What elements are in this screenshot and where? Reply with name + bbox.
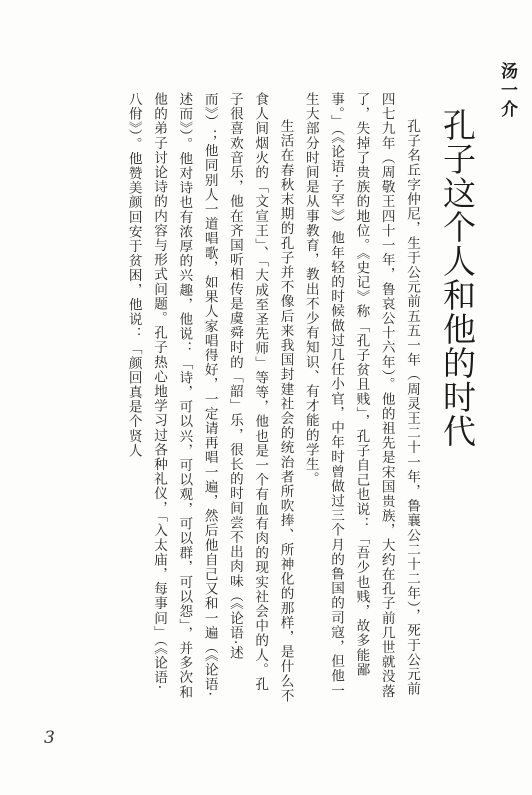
chapter-title: 孔子这个人和他的时代 bbox=[438, 108, 477, 448]
page-number: 3 bbox=[44, 728, 55, 748]
paragraph: 生活在春秋末期的孔子并不像后来我国封建社会的统治者所吹捧、所神化的那样，是什么不食人间烟火的「文宣王」、「大成至圣先师」等等，他也是一个有血有肉的现实社会中的人。孔子很喜欢音乐，他在齐国听相传是虞舜时的「韶」乐，很长的时间尝不出肉味（《论语·述而》）；他同别人一道唱歌，如果人家唱得好，一定请再唱一遍，然后他自己又和一遍（《论语·述而》）。他对诗也有浓厚的兴趣，他说：「诗，可以兴，可以观，可以群，可以怨」，并多次和他的弟子讨论诗的内容与形式问题。孔子热心地学习过各种礼仪，「入太庙，每事问」（《论语·八佾》）。他赞美颜回安于贫困，他说：「颜回真是个贤人 bbox=[125, 92, 294, 704]
author-name: 汤一介 bbox=[497, 62, 517, 119]
body-text bbox=[4, 92, 424, 704]
paragraph: 孔子名丘字仲尼，生于公元前五五一年（周灵王二十一年，鲁襄公二十二年），死于公元前四七九年（周敬王四十一年，鲁哀公十六年）。他的祖先是宋国贵族，大约在孔子前几世就没落了，失掉了贵族的地位。《史记》称「孔子贫且贱」，孔子自己也说：「吾少也贱，故多能鄙事。」（《论语·子罕》）他年轻的时候做过几任小官，中年时曾做过三个月的鲁国的司寇，但他一生大部分时间是从事教育，教出不少有知识、有才能的学生。 bbox=[302, 92, 420, 699]
